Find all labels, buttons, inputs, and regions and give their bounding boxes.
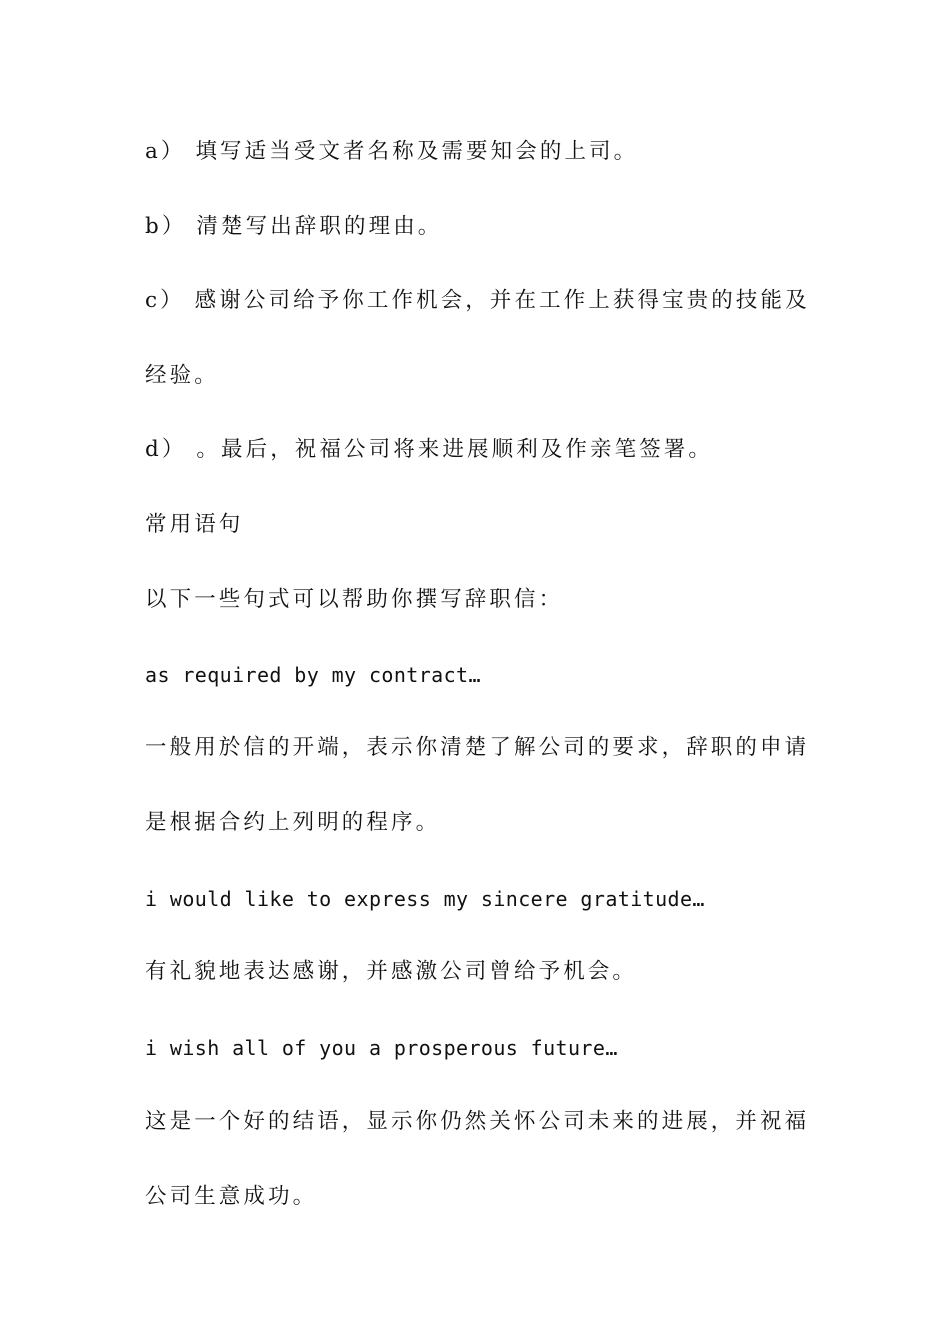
text-line-item-b: b） 清楚写出辞职的理由。: [145, 214, 443, 239]
phrase-explanation-1-continued: 是根据合约上列明的程序。: [145, 810, 441, 835]
text-line-item-c-continued: 经验。: [145, 363, 219, 388]
phrase-explanation-2: 有礼貌地表达感谢，并感激公司曾给予机会。: [145, 959, 638, 984]
phrase-english-3: i wish all of you a prosperous future…: [145, 1036, 618, 1060]
phrase-explanation-1: 一般用於信的开端，表示你清楚了解公司的要求，辞职的申请: [145, 735, 810, 760]
phrase-english-2: i would like to express my sincere gratitude…: [145, 887, 705, 911]
section-heading: 常用语句: [145, 512, 244, 537]
text-line-item-d: d） 。最后，祝福公司将来进展顺利及作亲笔签署。: [145, 437, 713, 462]
text-line-item-a: a） 填写适当受文者名称及需要知会的上司。: [145, 139, 639, 164]
phrase-explanation-3: 这是一个好的结语，显示你仍然关怀公司未来的进展，并祝福: [145, 1109, 810, 1134]
text-line-item-c: c） 感谢公司给予你工作机会，并在工作上获得宝贵的技能及: [145, 288, 810, 313]
phrase-explanation-3-continued: 公司生意成功。: [145, 1184, 318, 1209]
phrase-english-1: as required by my contract…: [145, 663, 481, 687]
intro-line: 以下一些句式可以帮助你撰写辞职信：: [145, 587, 564, 612]
